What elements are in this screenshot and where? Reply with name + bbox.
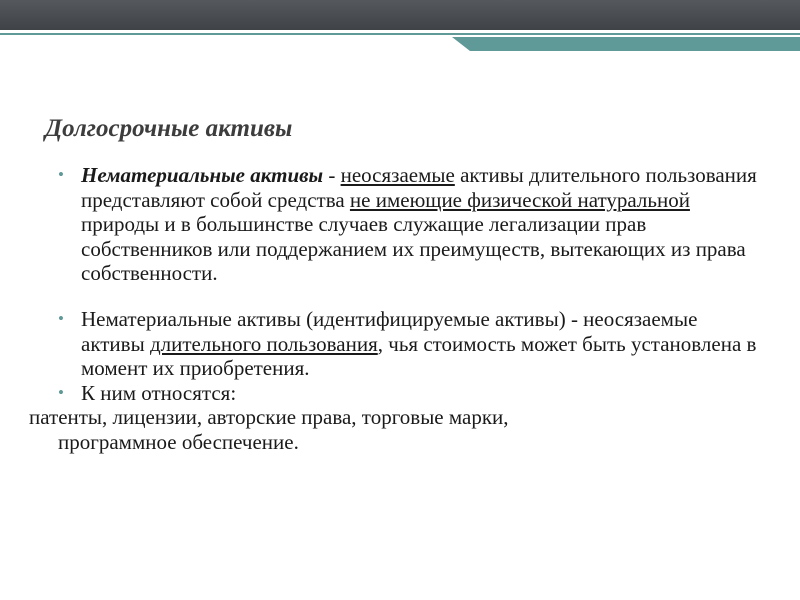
bullet-icon: • [58, 382, 64, 402]
text: Нематериальные активы (идентифицируемые активы) - неосязаемые активы [81, 306, 698, 356]
text: , чья стоимость может быть установлена в момент их приобретения. [81, 331, 757, 381]
asset-list-line: патенты, лицензии, авторские права, торговые марки, [29, 405, 509, 430]
bullet-identifiable-assets [58, 307, 758, 381]
bullet-intangible-assets-definition [58, 163, 758, 286]
accent-line [0, 33, 800, 35]
bullet-icon: • [58, 165, 64, 184]
underlined-text: неосязаемые [340, 163, 455, 187]
text: природы и в большинстве случаев служащие легализации прав собственников или поддержанием их преимуществ, вытекающих из права собственности. [81, 212, 746, 286]
dash: - [323, 163, 341, 187]
accent-corner [452, 37, 470, 51]
header-band [0, 0, 800, 30]
asset-list-line: программное обеспечение. [58, 429, 299, 454]
underlined-text: не имеющие физической натуральной [349, 187, 690, 212]
slide-body [29, 163, 758, 455]
text: К ним относятся: [81, 380, 237, 405]
text: активы длительного пользования представляют собой средства [81, 163, 757, 212]
bullet-includes [58, 381, 758, 406]
bullet-icon: • [58, 308, 64, 328]
term: Нематериальные активы [81, 163, 324, 187]
asset-list [29, 405, 758, 454]
slide-title: Долгосрочные активы [45, 115, 293, 142]
accent-block [470, 37, 800, 51]
underlined-text: длительного пользования [149, 331, 378, 356]
